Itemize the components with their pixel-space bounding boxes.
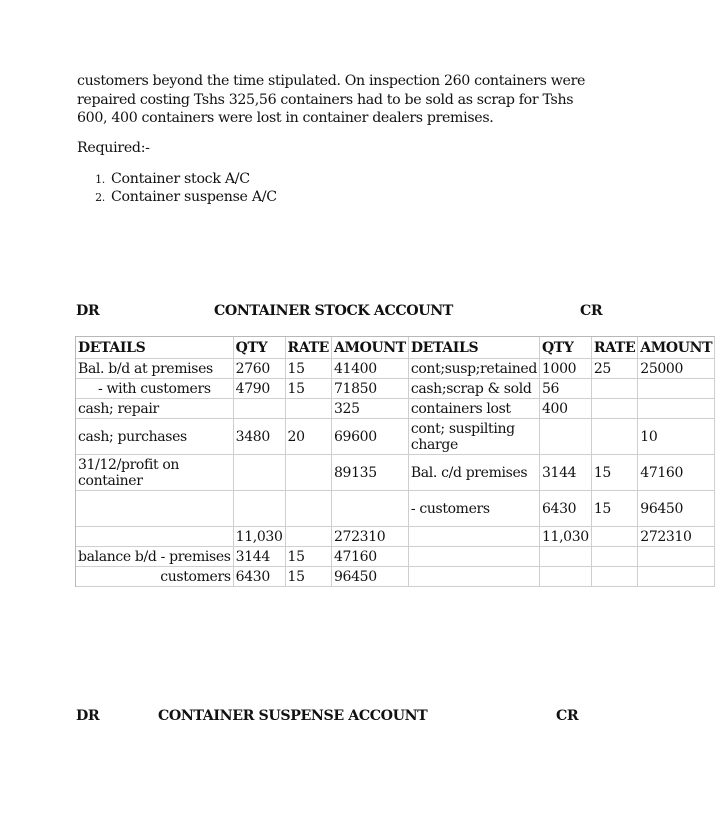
table-cell (638, 547, 715, 567)
table-header-row (76, 337, 715, 359)
table-cell: 69600 (332, 419, 409, 455)
table-cell (234, 399, 286, 419)
table-cell: 6430 (540, 491, 592, 527)
table-cell: 15 (286, 359, 332, 379)
intro-paragraph: customers beyond the time stipulated. On inspection 260 containers were repaired costing Tshs 325,56 containers had to be sold as scrap for Tshs 600, 400 containers were lost in container dealers premises. (77, 73, 586, 126)
stock-dr-label: DR (76, 303, 100, 319)
table-cell: 3144 (234, 547, 286, 567)
suspense-cr-label: CR (556, 708, 579, 724)
table-cell: - with customers (76, 379, 234, 399)
table-cell: 1000 (540, 359, 592, 379)
table-row (76, 379, 715, 399)
stock-account-title: CONTAINER STOCK ACCOUNT (214, 303, 453, 319)
table-cell (286, 455, 332, 491)
header-rate-cr: RATE (592, 337, 638, 359)
table-cell (540, 547, 592, 567)
table-cell (286, 527, 332, 547)
table-cell (234, 491, 286, 527)
table-row (76, 455, 715, 491)
table-cell: 15 (286, 379, 332, 399)
table-cell: 96450 (638, 491, 715, 527)
table-cell: 20 (286, 419, 332, 455)
table-cell: 11,030 (234, 527, 286, 547)
table-cell: 31/12/profit on container (76, 455, 234, 491)
table-row (76, 419, 715, 455)
list-item-number: 1. (95, 173, 105, 186)
table-cell: 272310 (332, 527, 409, 547)
table-cell: containers lost (409, 399, 540, 419)
table-cell: cash;scrap & sold (409, 379, 540, 399)
table-cell (638, 399, 715, 419)
table-cell (409, 547, 540, 567)
table-row (76, 359, 715, 379)
table-cell: cont;susp;retained (409, 359, 540, 379)
table-cell: 400 (540, 399, 592, 419)
table-cell: 25 (592, 359, 638, 379)
table-cell (409, 567, 540, 587)
container-stock-table (75, 336, 715, 587)
suspense-account-title: CONTAINER SUSPENSE ACCOUNT (158, 708, 428, 724)
table-cell (592, 379, 638, 399)
table-row (76, 399, 715, 419)
table-cell: customers (76, 567, 234, 587)
table-cell (286, 491, 332, 527)
table-cell: 15 (592, 491, 638, 527)
table-cell: 96450 (332, 567, 409, 587)
suspense-dr-label: DR (76, 708, 100, 724)
table-cell (592, 567, 638, 587)
table-cell: cont; suspilting charge (409, 419, 540, 455)
stock-cr-label: CR (580, 303, 603, 319)
table-cell (540, 419, 592, 455)
table-cell: - customers (409, 491, 540, 527)
header-details-cr: DETAILS (409, 337, 540, 359)
table-cell: cash; purchases (76, 419, 234, 455)
table-cell (540, 567, 592, 587)
table-cell: 2760 (234, 359, 286, 379)
table-cell (332, 491, 409, 527)
table-cell: 272310 (638, 527, 715, 547)
table-cell: 41400 (332, 359, 409, 379)
table-cell: 71850 (332, 379, 409, 399)
table-cell: 325 (332, 399, 409, 419)
table-cell: 3144 (540, 455, 592, 491)
table-cell (286, 399, 332, 419)
table-cell: balance b/d - premises (76, 547, 234, 567)
header-amount-cr: AMOUNT (638, 337, 715, 359)
table-cell: 15 (286, 547, 332, 567)
list-item-number: 2. (95, 191, 105, 204)
required-label: Required:- (77, 140, 150, 156)
table-cell (638, 379, 715, 399)
header-details-dr: DETAILS (76, 337, 234, 359)
table-row (76, 527, 715, 547)
table-cell: 47160 (638, 455, 715, 491)
table-cell: 25000 (638, 359, 715, 379)
table-cell (592, 547, 638, 567)
table-cell: 6430 (234, 567, 286, 587)
table-cell (234, 455, 286, 491)
table-cell (409, 527, 540, 547)
table-cell: 89135 (332, 455, 409, 491)
table-cell: Bal. b/d at premises (76, 359, 234, 379)
list-item (77, 170, 277, 188)
table-cell: 47160 (332, 547, 409, 567)
table-cell: 15 (592, 455, 638, 491)
header-amount-dr: AMOUNT (332, 337, 409, 359)
list-item-text: Container suspense A/C (111, 189, 277, 205)
table-cell (76, 491, 234, 527)
table-row (76, 491, 715, 527)
table-cell: 3480 (234, 419, 286, 455)
header-qty-cr: QTY (540, 337, 592, 359)
table-cell (592, 399, 638, 419)
table-cell: 10 (638, 419, 715, 455)
table-cell: cash; repair (76, 399, 234, 419)
header-qty-dr: QTY (234, 337, 286, 359)
table-cell (76, 527, 234, 547)
table-cell: Bal. c/d premises (409, 455, 540, 491)
list-item (77, 188, 277, 206)
table-cell: 56 (540, 379, 592, 399)
list-item-text: Container stock A/C (111, 171, 250, 187)
table-cell: 11,030 (540, 527, 592, 547)
table-cell: 4790 (234, 379, 286, 399)
table-row (76, 547, 715, 567)
header-rate-dr: RATE (286, 337, 332, 359)
table-cell (592, 419, 638, 455)
table-cell (592, 527, 638, 547)
required-list (77, 170, 277, 206)
table-cell (638, 567, 715, 587)
table-cell: 15 (286, 567, 332, 587)
table-row (76, 567, 715, 587)
